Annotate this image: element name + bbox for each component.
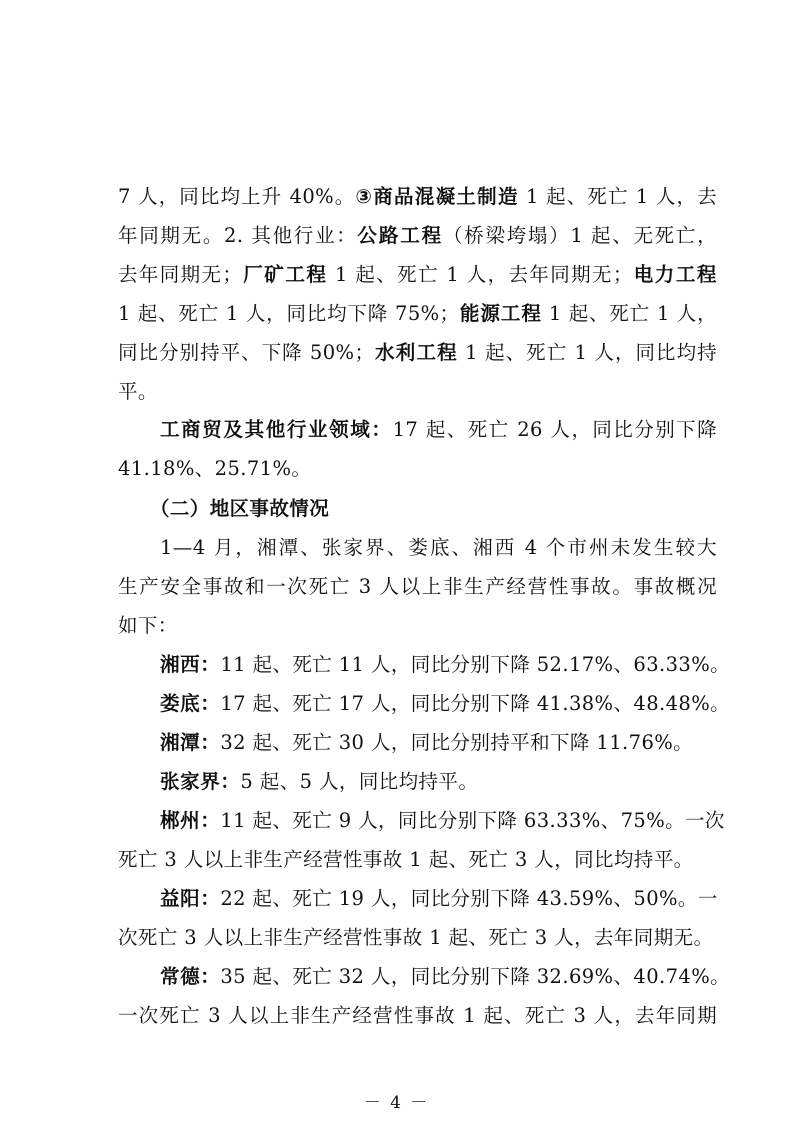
text-run: 11 起、死亡 11 人，同比分别下降 52.17%、63.33%。 xyxy=(220,653,731,676)
region-line-yiyang xyxy=(160,887,717,911)
paragraph-line xyxy=(118,185,717,209)
paragraph-line xyxy=(118,575,717,599)
paragraph-line xyxy=(118,1004,717,1028)
paragraph-line xyxy=(160,536,717,560)
region-line-zhangjiajie xyxy=(160,770,760,794)
paragraph-line xyxy=(118,263,717,287)
text-run: 如下： xyxy=(118,614,178,637)
paragraph-line xyxy=(160,418,717,442)
text-run: 1 起、死亡 1 人，同比均持 xyxy=(457,341,717,364)
text-run: 7 人，同比均上升 40%。 xyxy=(118,185,356,208)
text-run: 年同期无。2. 其他行业： xyxy=(118,224,358,247)
text-run: 1 起、死亡 1 人， xyxy=(541,302,717,325)
text-run: 11 起、死亡 9 人，同比分别下降 63.33%、75%。一次 xyxy=(220,809,725,832)
region-label: 郴州： xyxy=(160,809,221,832)
region-label: 娄底： xyxy=(160,692,221,715)
text-run: 死亡 3 人以上非生产经营性事故 1 起、死亡 3 人，同比均持平。 xyxy=(118,848,694,871)
text-run: 1 起、死亡 1 人，去 xyxy=(518,185,718,208)
section-heading: （二）地区事故情况 xyxy=(150,497,330,520)
region-line-chenzhou xyxy=(160,809,725,833)
bold-term: ③商品混凝土制造 xyxy=(355,185,519,208)
region-line-loudi xyxy=(160,692,760,716)
region-label: 张家界： xyxy=(160,770,241,793)
text-run: 1 起、死亡 1 人，同比均下降 75%； xyxy=(118,302,460,325)
bold-term: 能源工程 xyxy=(459,302,542,325)
bold-term: 厂矿工程 xyxy=(242,263,328,286)
text-run: 17 起、死亡 17 人，同比分别下降 41.38%、48.48%。 xyxy=(220,692,731,715)
text-run: （桥梁垮塌）1 起、无死亡， xyxy=(443,224,717,247)
page-number: － 4 － xyxy=(363,1093,430,1113)
text-run: 1—4 月，湘潭、张家界、娄底、湘西 4 个市州未发生较大 xyxy=(160,536,717,559)
text-run: 32 起、死亡 30 人，同比分别持平和下降 11.76%。 xyxy=(220,731,694,754)
text-run: 17 起、死亡 26 人，同比分别下降 xyxy=(392,418,717,441)
paragraph-line xyxy=(118,457,718,481)
paragraph-line xyxy=(118,926,718,950)
text-run: 一次死亡 3 人以上非生产经营性事故 1 起、死亡 3 人，去年同期 xyxy=(118,1004,717,1027)
text-run: 生产安全事故和一次死亡 3 人以上非生产经营性事故。事故概况 xyxy=(118,575,717,598)
text-run: 1 起、死亡 1 人，去年同期无； xyxy=(327,263,633,286)
region-line-xiangtan xyxy=(160,731,760,755)
bold-term: 工商贸及其他行业领域： xyxy=(160,418,393,441)
paragraph-line xyxy=(118,302,717,326)
text-run: 35 起、死亡 32 人，同比分别下降 32.69%、40.74%。 xyxy=(220,965,731,988)
paragraph-line xyxy=(118,224,717,248)
bold-term: 水利工程 xyxy=(374,341,458,364)
text-run: 同比分别持平、下降 50%； xyxy=(118,341,375,364)
text-run: 22 起、死亡 19 人，同比分别下降 43.59%、50%。一 xyxy=(220,887,718,910)
text-run: 41.18%、25.71%。 xyxy=(118,457,312,480)
paragraph-line xyxy=(118,380,718,404)
paragraph-line xyxy=(118,614,718,638)
region-label: 湘潭： xyxy=(160,731,221,754)
region-label: 湘西： xyxy=(160,653,221,676)
paragraph-line xyxy=(118,848,718,872)
region-label: 益阳： xyxy=(160,887,221,910)
text-run: 平。 xyxy=(118,380,158,403)
bold-term: 公路工程 xyxy=(357,224,444,247)
region-label: 常德： xyxy=(160,965,221,988)
text-run: 去年同期无； xyxy=(118,263,243,286)
bold-term: 电力工程 xyxy=(632,263,718,286)
region-line-xiangxi xyxy=(160,653,760,677)
text-run: 次死亡 3 人以上非生产经营性事故 1 起、死亡 3 人，去年同期无。 xyxy=(118,926,714,949)
region-line-changde xyxy=(160,965,731,989)
text-run: 5 起、5 人，同比均持平。 xyxy=(240,770,479,793)
paragraph-line xyxy=(118,341,717,365)
